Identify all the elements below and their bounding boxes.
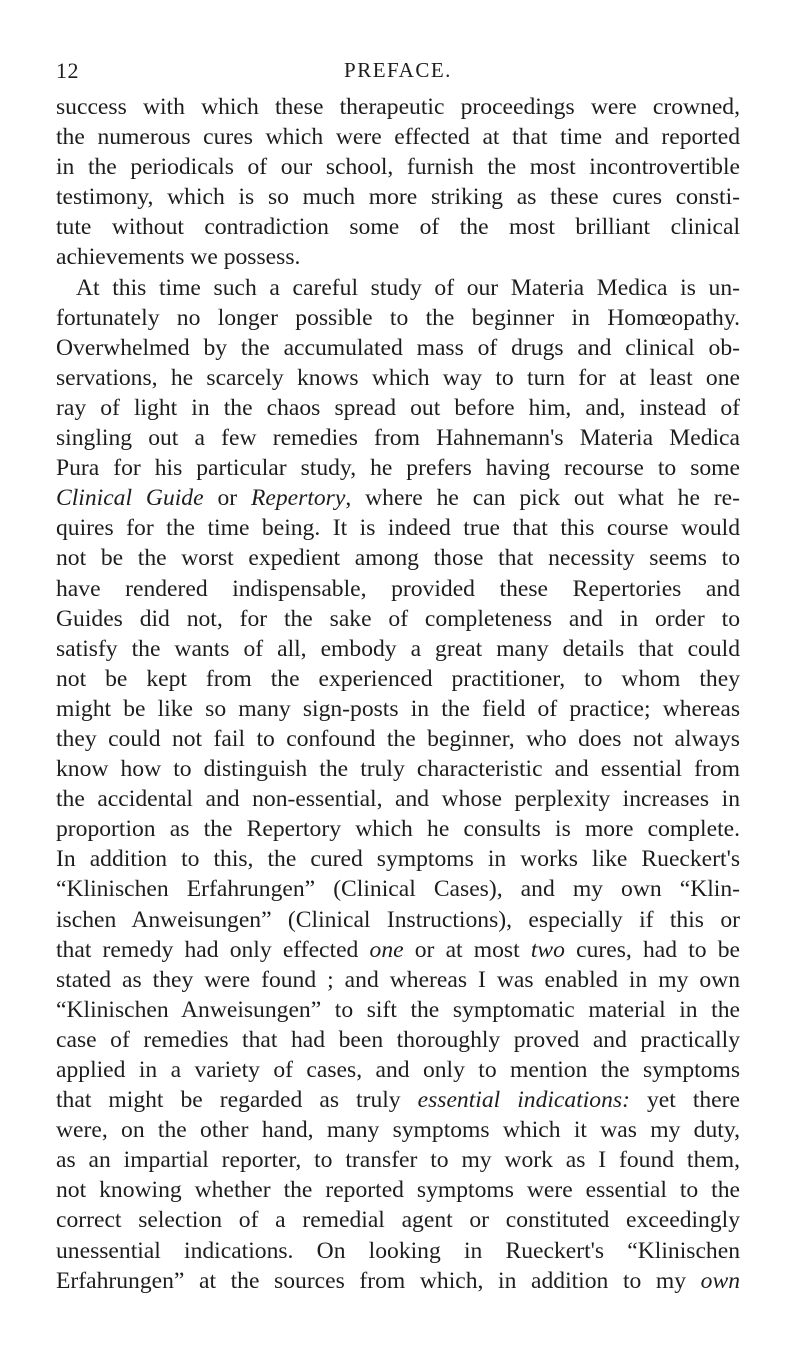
text-line (56, 543, 740, 573)
text-segment: fortunately no longer possible to the beginner in Homœopathy. (56, 304, 740, 331)
text-segment: not be the worst expedient among those that necessity seems to (56, 545, 740, 572)
running-head (56, 58, 740, 92)
text-line (56, 1266, 740, 1296)
text-line (56, 92, 740, 122)
text-line (56, 423, 740, 453)
text-line (56, 453, 740, 483)
text-line (56, 1236, 740, 1266)
text-line (56, 182, 740, 212)
text-segment: stated as they were found ; and whereas I was enabled in my own (56, 966, 740, 993)
text-segment: Guides did not, for the sake of completeness and in order to (56, 605, 740, 632)
text-line (56, 664, 740, 694)
page-number: 12 (56, 58, 79, 83)
text-segment: not knowing whether the reported symptoms were essential to the (56, 1177, 740, 1204)
italic-text: one (369, 936, 404, 963)
text-line (56, 1205, 740, 1235)
text-segment: the numerous cures which were effected at that time and reported (56, 124, 740, 151)
text-line (56, 1055, 740, 1085)
text-segment: have rendered indispensable, provided these Repertories and (56, 575, 740, 602)
text-segment: ray of light in the chaos spread out before him, and, instead of (56, 394, 740, 421)
text-line (56, 363, 740, 393)
text-segment: were, on the other hand, many symptoms which it was my duty, (56, 1117, 740, 1144)
text-line (56, 724, 740, 754)
text-segment: quires for the time being. It is indeed true that this course would (56, 515, 740, 542)
text-segment: yet there (629, 1087, 740, 1114)
text-segment: Pura for his particular study, he prefers having recourse to some (56, 455, 740, 482)
text-segment: , where he can pick out what he re- (345, 485, 740, 512)
text-line (56, 604, 740, 634)
text-segment: servations, he scarcely knows which way to turn for at least one (56, 364, 740, 391)
text-segment: success with which these therapeutic proceedings were crowned, (56, 94, 740, 120)
text-segment: that might be regarded as truly (56, 1087, 418, 1114)
text-segment: unessential indications. On looking in Rueckert's “Klinischen (56, 1237, 740, 1264)
text-line (56, 273, 740, 303)
text-segment: know how to distinguish the truly characteristic and essential from (56, 756, 740, 783)
text-segment: correct selection of a remedial agent or constituted exceedingly (56, 1207, 740, 1234)
text-line (56, 1025, 740, 1055)
text-segment: proportion as the Repertory which he consults is more complete. (56, 816, 740, 843)
text-segment: that remedy had only effected (56, 936, 370, 963)
text-line (56, 694, 740, 724)
italic-text: Repertory (250, 485, 346, 512)
text-line (56, 965, 740, 995)
text-line (56, 784, 740, 814)
text-line (56, 1175, 740, 1205)
text-line (56, 393, 740, 423)
text-segment: case of remedies that had been thoroughly proved and practically (56, 1026, 740, 1053)
text-line (56, 814, 740, 844)
text-segment: “Klinischen Anweisungen” to sift the symptomatic material in the (56, 996, 740, 1023)
text-segment: At this time such a careful study of our Materia Medica is un- (76, 274, 740, 301)
text-segment: singling out a few remedies from Hahnemann's Materia Medica (56, 425, 740, 452)
text-line (56, 574, 740, 604)
text-segment: as an impartial reporter, to transfer to my work as I found them, (56, 1147, 740, 1174)
text-line (56, 844, 740, 874)
text-line (56, 242, 740, 272)
book-page (56, 58, 740, 1296)
text-line (56, 152, 740, 182)
text-line (56, 1085, 740, 1115)
text-segment: achievements we possess. (56, 244, 301, 271)
text-line (56, 905, 740, 935)
text-line (56, 874, 740, 904)
text-segment: testimony, which is so much more striking as these cures consti- (56, 184, 740, 211)
text-segment: they could not fail to confound the beginner, who does not always (56, 725, 740, 752)
italic-text: own (700, 1267, 740, 1294)
text-line (56, 634, 740, 664)
text-line (56, 333, 740, 363)
text-line (56, 513, 740, 543)
text-segment: tute without contradiction some of the most brilliant clinical (56, 214, 740, 241)
running-title: PREFACE. (344, 58, 452, 82)
text-segment: the accidental and non-essential, and whose perplexity increases in (56, 786, 740, 813)
text-line (56, 122, 740, 152)
text-segment: applied in a variety of cases, and only to mention the symptoms (56, 1057, 740, 1083)
text-line (56, 212, 740, 242)
text-line (56, 1145, 740, 1175)
text-segment: or (203, 485, 251, 512)
text-line (56, 935, 740, 965)
text-segment: satisfy the wants of all, embody a great many details that could (56, 635, 740, 662)
text-segment: “Klinischen Erfahrungen” (Clinical Cases), and my own “Klin- (56, 876, 740, 903)
text-segment: Erfahrungen” at the sources from which, in addition to my (56, 1267, 701, 1294)
italic-text: two (530, 936, 565, 963)
text-segment: or at most (403, 936, 531, 963)
text-segment: cures, had to be (564, 936, 740, 963)
text-line (56, 303, 740, 333)
text-line (56, 995, 740, 1025)
text-line (56, 1115, 740, 1145)
body-text (56, 92, 740, 1296)
text-segment: Overwhelmed by the accumulated mass of drugs and clinical ob- (56, 334, 740, 361)
italic-text: Clinical Guide (56, 485, 204, 512)
text-segment: ischen Anweisungen” (Clinical Instructions), especially if this or (56, 906, 740, 933)
text-segment: in the periodicals of our school, furnish the most incontrovertible (56, 154, 740, 181)
text-line (56, 754, 740, 784)
italic-text: essential indications: (417, 1087, 630, 1114)
text-segment: might be like so many sign-posts in the field of practice; whereas (56, 695, 740, 722)
text-line (56, 483, 740, 513)
text-segment: not be kept from the experienced practitioner, to whom they (56, 665, 740, 692)
text-segment: In addition to this, the cured symptoms in works like Rueckert's (56, 846, 740, 873)
